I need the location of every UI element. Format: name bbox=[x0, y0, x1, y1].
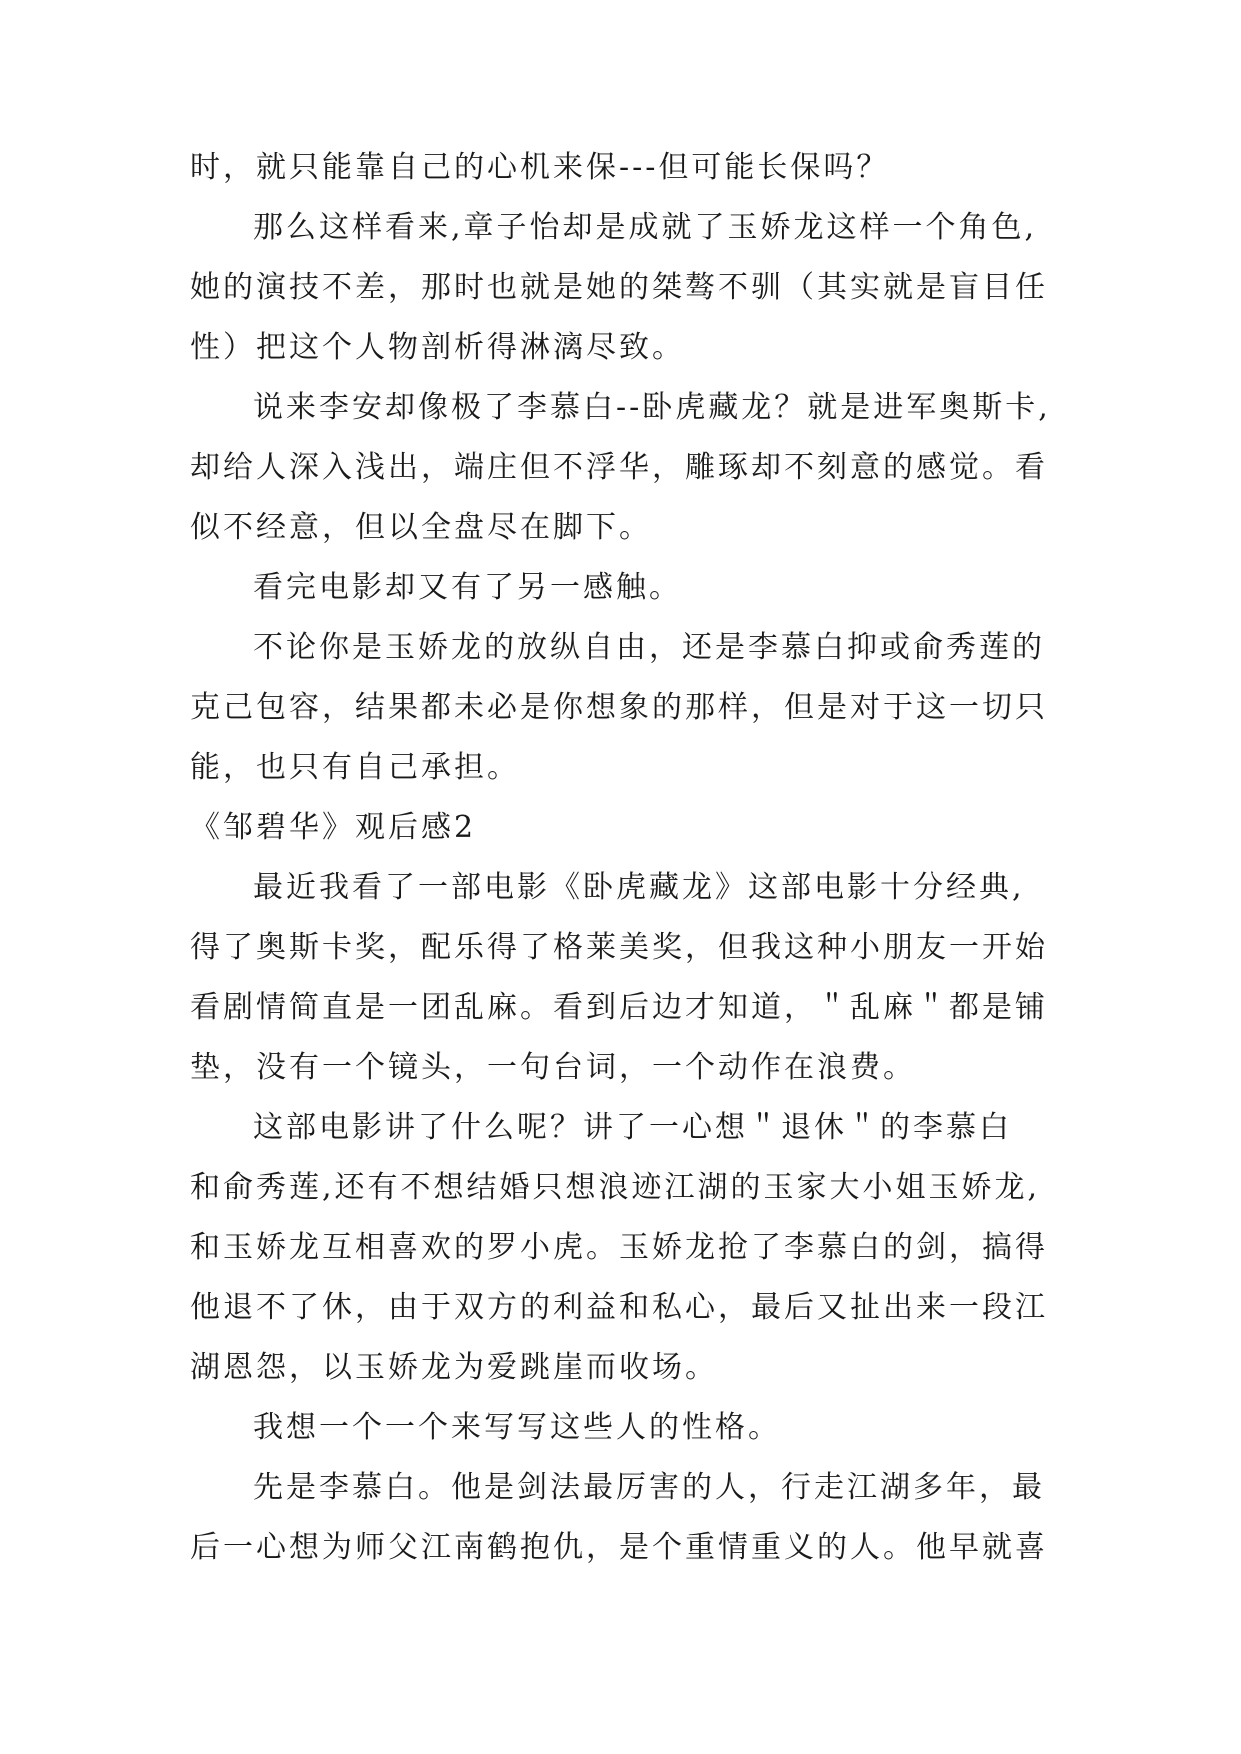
paragraph-start-line: 那么这样看来,章子怡却是成就了玉娇龙这样一个角色, bbox=[253, 210, 1038, 245]
section-heading: 《邹碧华》观后感2 bbox=[190, 810, 477, 845]
text-line: 能，也只有自己承担。 bbox=[190, 750, 520, 785]
paragraph-start-line: 我想一个一个来写写这些人的性格。 bbox=[253, 1410, 781, 1445]
paragraph-start-line: 不论你是玉娇龙的放纵自由，还是李慕白抑或俞秀莲的 bbox=[253, 630, 1045, 665]
text-line: 得了奥斯卡奖，配乐得了格莱美奖，但我这种小朋友一开始 bbox=[190, 930, 1048, 965]
text-line: 似不经意，但以全盘尽在脚下。 bbox=[190, 510, 652, 545]
text-line: 和俞秀莲,还有不想结婚只想浪迹江湖的玉家大小姐玉娇龙, bbox=[190, 1170, 1041, 1205]
text-line: 性）把这个人物剖析得淋漓尽致。 bbox=[190, 330, 685, 365]
text-line: 和玉娇龙互相喜欢的罗小虎。玉娇龙抢了李慕白的剑，搞得 bbox=[190, 1230, 1048, 1265]
text-line: 后一心想为师父江南鹤抱仇，是个重情重义的人。他早就喜 bbox=[190, 1530, 1048, 1565]
text-line: 克己包容，结果都未必是你想象的那样，但是对于这一切只 bbox=[190, 690, 1048, 725]
text-line: 他退不了休，由于双方的利益和私心，最后又扯出来一段江 bbox=[190, 1290, 1048, 1325]
text-line: 她的演技不差，那时也就是她的桀骜不驯（其实就是盲目任 bbox=[190, 270, 1048, 305]
paragraph-start-line: 看完电影却又有了另一感触。 bbox=[253, 570, 682, 605]
paragraph-start-line: 说来李安却像极了李慕白--卧虎藏龙？就是进军奥斯卡, bbox=[253, 390, 1051, 425]
text-line: 看剧情简直是一团乱麻。看到后边才知道，＂乱麻＂都是铺 bbox=[190, 990, 1048, 1025]
text-line: 湖恩怨，以玉娇龙为爱跳崖而收场。 bbox=[190, 1350, 718, 1385]
paragraph-start-line: 先是李慕白。他是剑法最厉害的人，行走江湖多年，最 bbox=[253, 1470, 1045, 1505]
paragraph-start-line: 这部电影讲了什么呢？讲了一心想＂退休＂的李慕白 bbox=[253, 1110, 1012, 1145]
text-line: 却给人深入浅出，端庄但不浮华，雕琢却不刻意的感觉。看 bbox=[190, 450, 1048, 485]
text-line: 时，就只能靠自己的心机来保---但可能长保吗？ bbox=[190, 150, 890, 185]
paragraph-start-line: 最近我看了一部电影《卧虎藏龙》这部电影十分经典, bbox=[253, 870, 1025, 905]
text-line: 垫，没有一个镜头，一句台词，一个动作在浪费。 bbox=[190, 1050, 916, 1085]
